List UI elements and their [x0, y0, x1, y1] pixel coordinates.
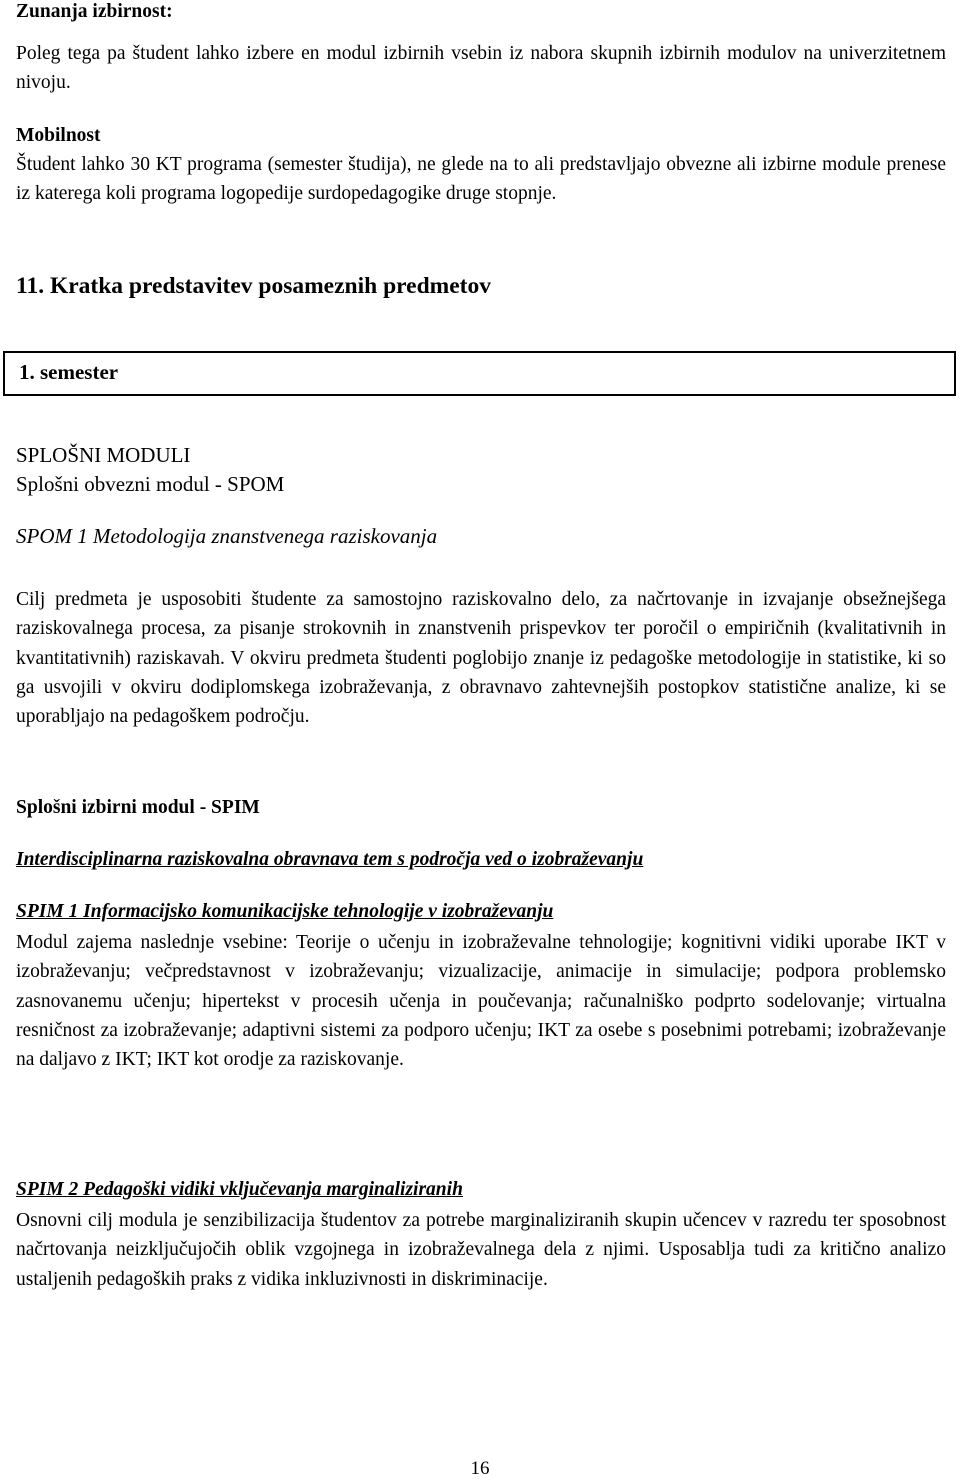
page-number: 16	[470, 1458, 490, 1479]
spom1-title: SPOM 1 Metodologija znanstvenega raziskovanja	[16, 524, 438, 548]
spim2-text: Osnovni cilj modula je senzibilizacija študentov za potrebe marginaliziranih skupin učencev v razredu ter sposobnost načrtovanja neizključujočih oblik vzgojnega in izobraževalnega dela z njimi. Usposablja tudi za kritično analizo ustaljenih pedagoških praks z vidika inkluzivnosti in diskriminacije.	[16, 1210, 946, 1290]
spim-subtitle: Interdisciplinarna raziskovalna obravnava tem s področja ved o izobraževanju	[16, 849, 644, 870]
semester-box	[3, 351, 956, 396]
zunanja-text: Poleg tega pa študent lahko izbere en modul izbirnih vsebin iz nabora skupnih izbirnih modulov na univerzitetnem nivoju.	[16, 43, 946, 94]
mobilnost-heading: Mobilnost	[16, 125, 101, 146]
mobilnost-text: Študent lahko 30 KT programa (semester študija), ne glede na to ali predstavljajo obvezne ali izbirne module prenese iz katerega koli programa logopedije surdopedagogike druge stopnje.	[16, 154, 946, 205]
zunanja-heading: Zunanja izbirnost:	[16, 1, 173, 22]
spim1-text: Modul zajema naslednje vsebine: Teorije o učenju in izobraževalne tehnologije; kognitivni vidiki uporabe IKT v izobraževanju; večpredstavnost v izobraževanju; vizualizacije, animacije in simulacije; podpora problemsko zasnovanemu učenju; hipertekst v procesih učenja in poučevanja; računalniško podprto sodelovanje; virtualna resničnost za izobraževanje; adaptivni sistemi za podporo učenju; IKT za osebe s posebnimi potrebami; izobraževanje na daljavo z IKT; IKT kot orodje za raziskovanje.	[16, 932, 946, 1071]
splosni-moduli-heading: SPLOŠNI MODULI	[16, 443, 191, 467]
spim-title: Splošni izbirni modul - SPIM	[16, 797, 260, 818]
spom1-text: Cilj predmeta je usposobiti študente za samostojno raziskovalno delo, za načrtovanje in izvajanje obsežnejšega raziskovalnega procesa, za pisanje strokovnih in znanstvenih prispevkov ter poročil o empiričnih (kvalitativnih in kvantitativnih) raziskavah. V okviru predmeta študenti poglobijo znanje iz pedagoške metodologije in statistike, ki so ga usvojili v okviru dodiplomskega izobraževanja, z obravnavo zahtevnejših postopkov statistične analize, ki se uporabljajo na pedagoškem področju.	[16, 589, 946, 728]
spim1-title: SPIM 1 Informacijsko komunikacijske tehnologije v izobraževanju	[16, 901, 554, 922]
spom-title: Splošni obvezni modul - SPOM	[16, 472, 285, 496]
semester-label: 1. semester	[19, 360, 119, 384]
section-title: 11. Kratka predstavitev posameznih predmetov	[16, 273, 491, 299]
spim2-title: SPIM 2 Pedagoški vidiki vključevanja marginaliziranih	[16, 1179, 463, 1200]
